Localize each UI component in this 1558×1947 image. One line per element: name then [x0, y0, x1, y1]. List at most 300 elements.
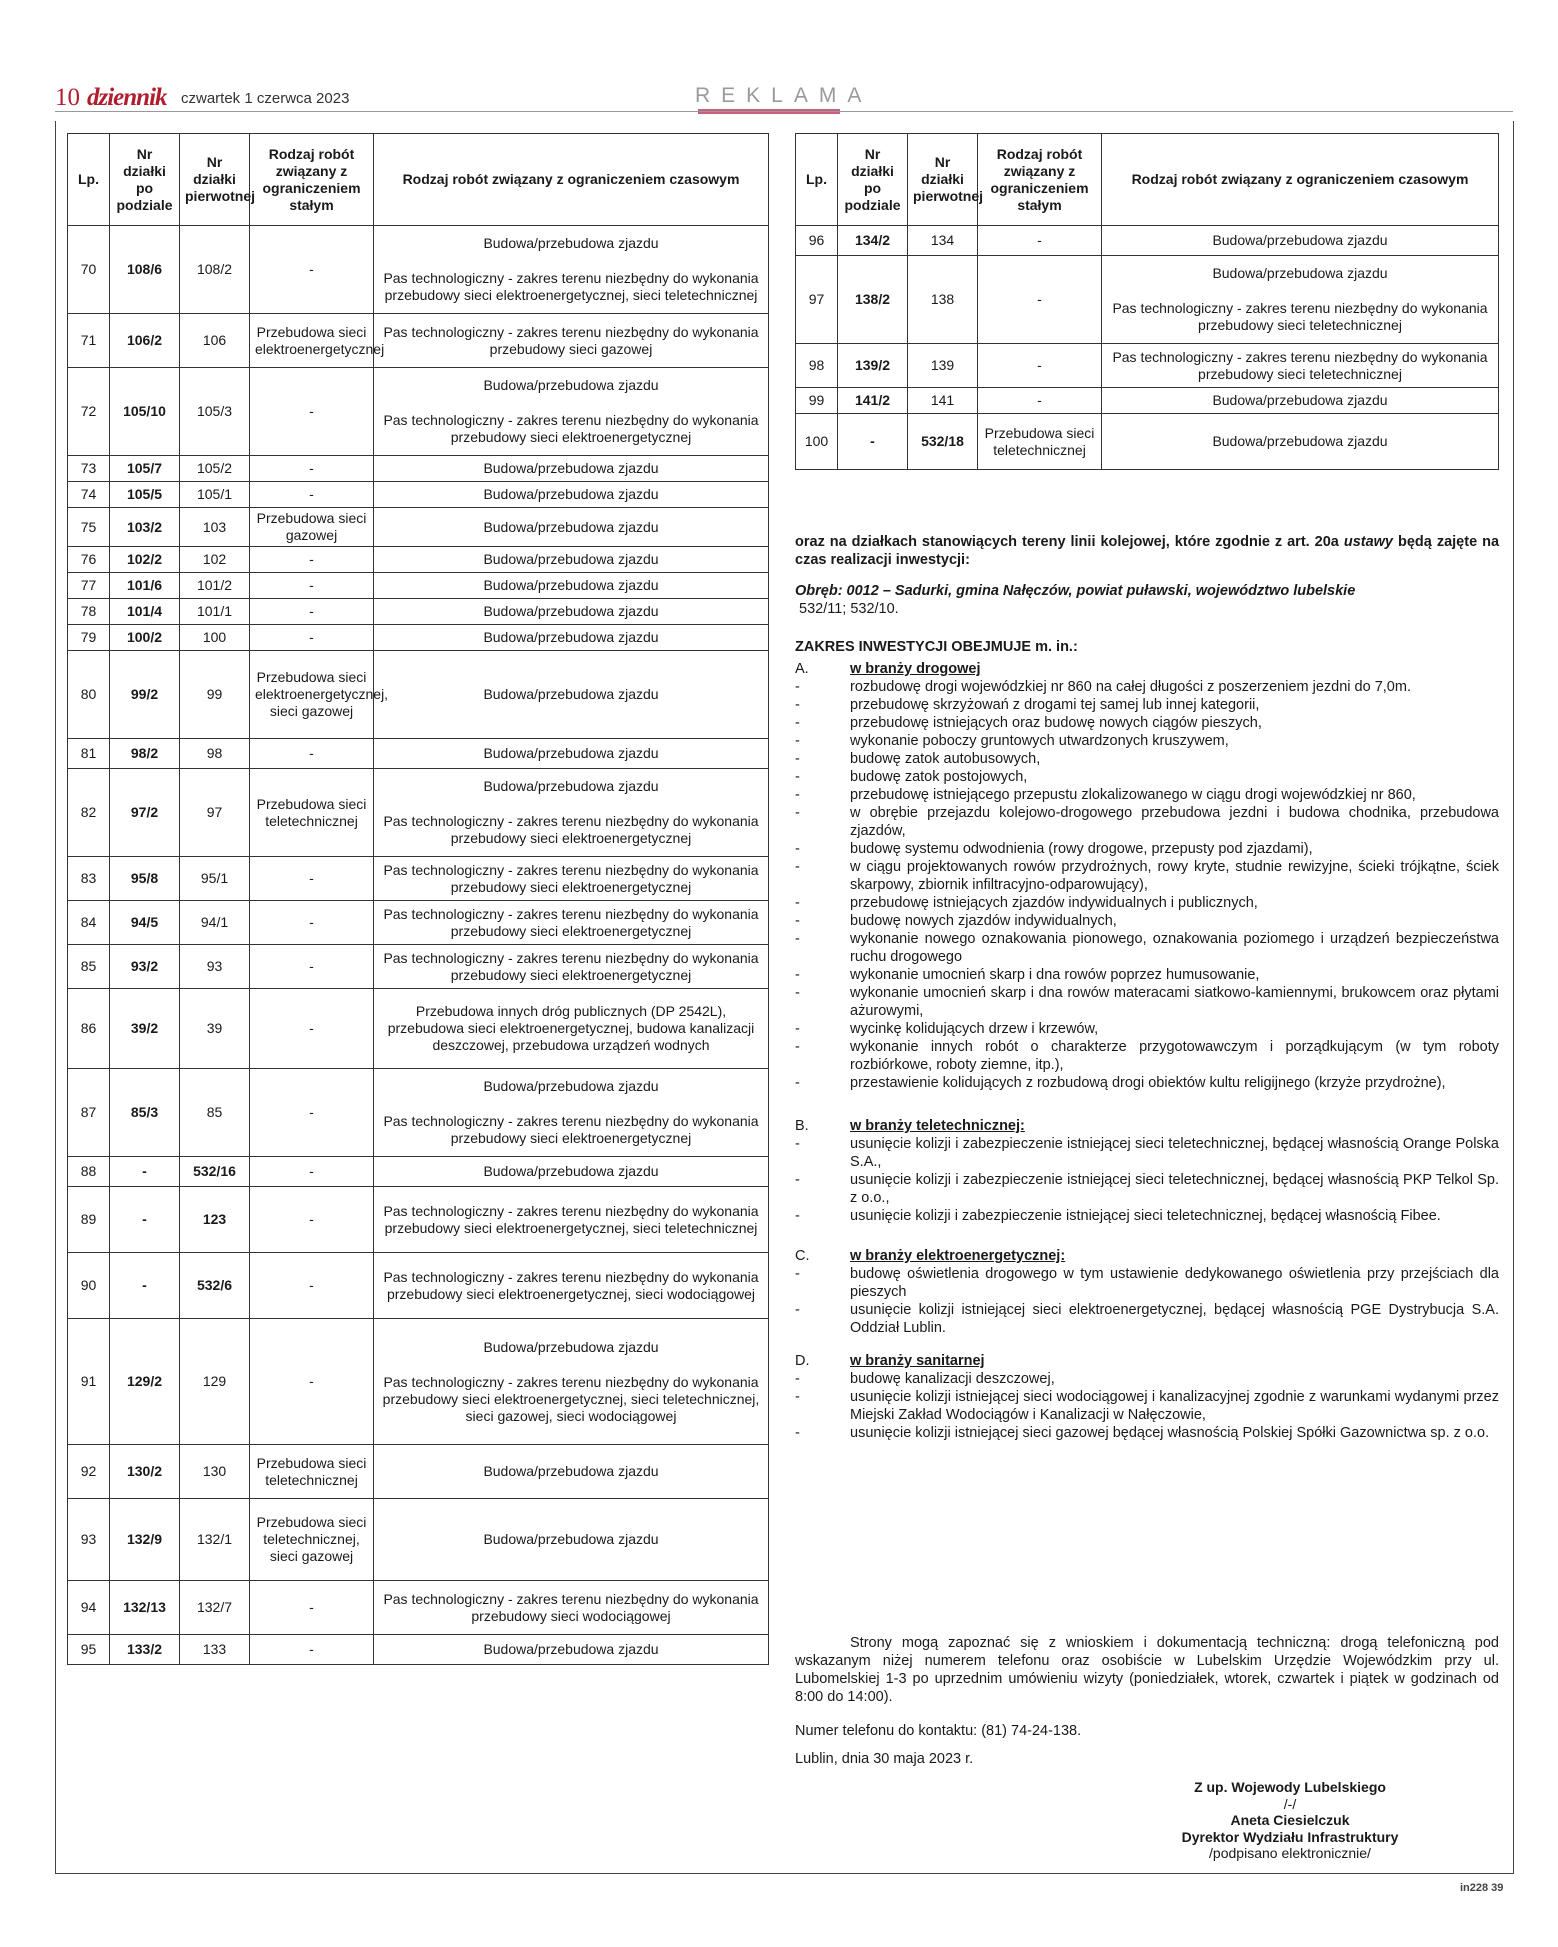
cell-ograniczenie-stale: - — [250, 226, 374, 314]
cell-lp: 97 — [796, 256, 838, 344]
cell-ograniczenie-stale: - — [250, 482, 374, 508]
cell-nr-po-podziale: - — [838, 414, 908, 470]
cell-ograniczenie-stale: - — [250, 1319, 374, 1445]
dash-bullet: - — [795, 679, 800, 695]
table-row — [68, 1445, 769, 1499]
cell-nr-po-podziale: 132/9 — [110, 1499, 180, 1581]
work-description: Pas technologiczny - zakres terenu niezbędny do wykonania przebudowy sieci elektroenergetycznej, sieci teletechnicznej — [383, 1202, 759, 1236]
cell-ograniczenie-stale: - — [250, 368, 374, 456]
cell-nr-pierwotnej: 132/1 — [180, 1499, 250, 1581]
cell-ograniczenie-czasowe — [374, 1319, 769, 1445]
list-item-text: wykonanie umocnień skarp i dna rowów materacami siatkowo-kamiennymi, brukowcem oraz płytami ażurowymi, — [850, 985, 1499, 1019]
section-letter: D. — [795, 1353, 810, 1369]
cell-ograniczenie-stale: - — [250, 547, 374, 573]
cell-ograniczenie-stale: - — [978, 344, 1102, 388]
cell-lp: 74 — [68, 482, 110, 508]
dash-bullet: - — [795, 913, 800, 929]
table-row — [68, 1499, 769, 1581]
cell-ograniczenie-stale: - — [250, 1157, 374, 1187]
cell-ograniczenie-stale: Przebudowa sieci elektroenergetycznej, sieci gazowej — [250, 651, 374, 739]
cell-ograniczenie-stale: - — [250, 599, 374, 625]
cell-nr-pierwotnej: 93 — [180, 945, 250, 989]
table-row — [68, 1319, 769, 1445]
cell-ograniczenie-czasowe — [374, 547, 769, 573]
cell-ograniczenie-czasowe — [374, 739, 769, 769]
cell-nr-pierwotnej: 141 — [908, 388, 978, 414]
list-item-text: wycinkę kolidujących drzew i krzewów, — [850, 1021, 1099, 1037]
cell-lp: 72 — [68, 368, 110, 456]
cell-nr-po-podziale: 98/2 — [110, 739, 180, 769]
section-letter: B. — [795, 1118, 809, 1134]
contact-phone: Numer telefonu do kontaktu: (81) 74-24-138. — [795, 1723, 1082, 1739]
cell-nr-pierwotnej: 94/1 — [180, 901, 250, 945]
dash-bullet: - — [795, 1172, 800, 1188]
list-item-text: usunięcie kolizji istniejącej sieci wodociągowej i kanalizacyjnej zgodnie z warunkami wydanymi przez Miejski Zakład Wodociągów i Kanalizacji w Nałęczowie, — [850, 1389, 1499, 1423]
list-item-text: usunięcie kolizji i zabezpieczenie istniejącej sieci teletechnicznej, będącej własnością Orange Polska S.A., — [850, 1136, 1499, 1170]
cell-ograniczenie-stale: - — [250, 1253, 374, 1319]
cell-ograniczenie-stale: - — [250, 857, 374, 901]
dash-bullet: - — [795, 1021, 800, 1037]
cell-lp: 75 — [68, 508, 110, 547]
cell-ograniczenie-czasowe — [1102, 226, 1499, 256]
cell-ograniczenie-stale: - — [978, 388, 1102, 414]
cell-lp: 95 — [68, 1635, 110, 1665]
cell-lp: 77 — [68, 573, 110, 599]
cell-lp: 93 — [68, 1499, 110, 1581]
cell-nr-pierwotnej: 103 — [180, 508, 250, 547]
dash-bullet: - — [795, 1039, 800, 1055]
intro-paragraph — [795, 533, 1499, 569]
work-description: Budowa/przebudowa zjazdu — [483, 518, 659, 535]
cell-nr-po-podziale: 134/2 — [838, 226, 908, 256]
work-description: Pas technologiczny - zakres terenu niezbędny do wykonania przebudowy sieci wodociągowej — [383, 1590, 759, 1624]
cell-ograniczenie-czasowe — [374, 989, 769, 1069]
cell-nr-po-podziale: 100/2 — [110, 625, 180, 651]
work-description: Budowa/przebudowa zjazdu — [483, 460, 659, 476]
cell-nr-po-podziale: 141/2 — [838, 388, 908, 414]
list-item-text: budowę zatok autobusowych, — [850, 751, 1041, 767]
table-row — [68, 599, 769, 625]
cell-ograniczenie-czasowe — [374, 226, 769, 314]
table-row — [68, 482, 769, 508]
section-title: w branży elektroenergetycznej: — [850, 1248, 1066, 1264]
work-description: Budowa/przebudowa zjazdu — [483, 745, 659, 761]
cell-nr-pierwotnej: 102 — [180, 547, 250, 573]
table-row — [68, 769, 769, 857]
cell-lp: 90 — [68, 1253, 110, 1319]
table-row — [68, 901, 769, 945]
cell-nr-pierwotnej: 133 — [180, 1635, 250, 1665]
work-description: Pas technologiczny - zakres terenu niezbędny do wykonania przebudowy sieci elektroenergetycznej — [383, 949, 759, 983]
cell-nr-po-podziale: 105/10 — [110, 368, 180, 456]
work-description: Budowa/przebudowa zjazdu — [483, 486, 659, 502]
cell-nr-pierwotnej: 100 — [180, 625, 250, 651]
cell-nr-pierwotnej: 98 — [180, 739, 250, 769]
obreb-parcels: 532/11; 532/10. — [799, 601, 899, 617]
cell-nr-po-podziale: - — [110, 1187, 180, 1253]
table-row — [796, 226, 1499, 256]
cell-nr-po-podziale: - — [110, 1253, 180, 1319]
signature-note: /podpisano elektronicznie/ — [1209, 1845, 1371, 1861]
dash-bullet: - — [795, 859, 800, 875]
table-row — [68, 456, 769, 482]
section-letter: A. — [795, 661, 809, 677]
info-paragraph: Strony mogą zapoznać się z wnioskiem i dokumentacją techniczną: drogą telefoniczną pod wskazanym niżej numerem telefonu oraz osobiście w Lubelskim Urzędzie Wojewódzkim przy ul. Lubomelskiej 1-3 po uprzednim umówieniu wizyty (poniedziałek, wtorek, czwartek i piątek w godzinach od 8:00 do 14:00). — [795, 1635, 1499, 1705]
cell-nr-pierwotnej: 138 — [908, 256, 978, 344]
cell-ograniczenie-stale: - — [250, 625, 374, 651]
list-item-text: przebudowę istniejących zjazdów indywidualnych i publicznych, — [850, 895, 1258, 911]
cell-nr-pierwotnej: 108/2 — [180, 226, 250, 314]
cell-lp: 94 — [68, 1581, 110, 1635]
list-item-text: budowę zatok postojowych, — [850, 769, 1028, 785]
col-nr-pierwotnej: Nr działki pierwotnej — [908, 134, 978, 226]
list-item-text: wykonanie innych robót o charakterze przygotowawczym i porządkującym (w tym roboty rozbiórkowe, roboty ziemne, itp.), — [850, 1039, 1499, 1073]
list-item-text: wykonanie umocnień skarp i dna rowów poprzez humusowanie, — [850, 967, 1260, 983]
work-description: Pas technologiczny - zakres terenu niezbędny do wykonania przebudowy sieci elektroenergetycznej, sieci teletechnicznej — [383, 270, 759, 303]
cell-lp: 89 — [68, 1187, 110, 1253]
cell-nr-pierwotnej: 39 — [180, 989, 250, 1069]
page-header — [55, 84, 1513, 112]
cell-ograniczenie-stale: Przebudowa sieci teletechnicznej — [250, 769, 374, 857]
work-description: Budowa/przebudowa zjazdu — [483, 577, 659, 593]
cell-lp: 81 — [68, 739, 110, 769]
zakres-title: ZAKRES INWESTYCJI OBEJMUJE m. in.: — [795, 639, 1078, 655]
cell-nr-pierwotnej: 132/7 — [180, 1581, 250, 1635]
cell-nr-pierwotnej: 99 — [180, 651, 250, 739]
table-row — [68, 739, 769, 769]
cell-ograniczenie-czasowe — [1102, 256, 1499, 344]
cell-nr-pierwotnej: 139 — [908, 344, 978, 388]
col-ograniczenie-stale: Rodzaj robót związany z ograniczeniem stałym — [250, 134, 374, 226]
work-description: Pas technologiczny - zakres terenu niezbędny do wykonania przebudowy sieci teletechnicznej — [1112, 300, 1488, 333]
list-item-text: usunięcie kolizji istniejącej sieci elektroenergetycznej, będącej własnością PGE Dystrybucja S.A. Oddział Lublin. — [850, 1302, 1499, 1336]
cell-ograniczenie-stale: - — [250, 456, 374, 482]
cell-ograniczenie-czasowe — [374, 599, 769, 625]
table-row — [68, 1253, 769, 1319]
col-nr-pierwotnej: Nr działki pierwotnej — [180, 134, 250, 226]
cell-lp: 71 — [68, 314, 110, 368]
cell-nr-pierwotnej: 123 — [180, 1187, 250, 1253]
cell-nr-po-podziale: 133/2 — [110, 1635, 180, 1665]
table-row — [68, 945, 769, 989]
cell-ograniczenie-czasowe — [1102, 388, 1499, 414]
table-row — [796, 388, 1499, 414]
section-letter: C. — [795, 1248, 810, 1264]
cell-nr-pierwotnej: 532/6 — [180, 1253, 250, 1319]
work-description: Budowa/przebudowa zjazdu — [483, 603, 659, 619]
cell-nr-po-podziale: 101/6 — [110, 573, 180, 599]
cell-lp: 87 — [68, 1069, 110, 1157]
work-description: Pas technologiczny - zakres terenu niezbędny do wykonania przebudowy sieci elektroenergetycznej, sieci wodociągowej — [383, 1268, 759, 1302]
intro-text-ustawy: ustawy — [1343, 534, 1394, 550]
table-row — [68, 1187, 769, 1253]
cell-nr-pierwotnej: 532/16 — [180, 1157, 250, 1187]
dash-bullet: - — [795, 967, 800, 983]
cell-lp: 82 — [68, 769, 110, 857]
dash-bullet: - — [795, 697, 800, 713]
cell-nr-po-podziale: 105/5 — [110, 482, 180, 508]
list-item-text: usunięcie kolizji istniejącej sieci gazowej będącej własnością Polskiej Spółki Gazownictwa sp. z o.o. — [850, 1425, 1490, 1441]
intro-text-b: będą — [1398, 534, 1432, 550]
list-item-text: w ciągu projektowanych rowów przydrożnych, rowy kryte, studnie rewizyjne, ścieki trójkątne, ściek skarpowy, zbiornik infiltracyjno-odparowujący), — [850, 859, 1499, 893]
cell-nr-po-podziale: 85/3 — [110, 1069, 180, 1157]
signature-mark: /-/ — [1283, 1796, 1297, 1812]
cell-ograniczenie-stale: - — [978, 226, 1102, 256]
cell-ograniczenie-czasowe — [1102, 344, 1499, 388]
table-row — [68, 573, 769, 599]
dash-bullet: - — [795, 895, 800, 911]
dash-bullet: - — [795, 1389, 800, 1405]
cell-ograniczenie-czasowe — [374, 1157, 769, 1187]
work-description: Budowa/przebudowa zjazdu — [1212, 392, 1388, 408]
cell-lp: 84 — [68, 901, 110, 945]
work-description: Pas technologiczny - zakres terenu niezbędny do wykonania przebudowy sieci elektroenergetycznej — [383, 813, 759, 846]
dash-bullet: - — [795, 733, 800, 749]
cell-lp: 70 — [68, 226, 110, 314]
cell-ograniczenie-czasowe — [374, 651, 769, 739]
cell-nr-pierwotnej: 101/1 — [180, 599, 250, 625]
cell-lp: 78 — [68, 599, 110, 625]
cell-ograniczenie-stale: - — [250, 1635, 374, 1665]
dash-bullet: - — [795, 1208, 800, 1224]
cell-lp: 100 — [796, 414, 838, 470]
cell-nr-po-podziale: 102/2 — [110, 547, 180, 573]
list-item-text: rozbudowę drogi wojewódzkiej nr 860 na całej długości z poszerzeniem jezdni do 7,0m. — [850, 679, 1411, 695]
issue-date: czwartek 1 czerwca 2023 — [181, 90, 350, 107]
work-description: Budowa/przebudowa zjazdu — [483, 629, 659, 645]
dash-bullet: - — [795, 769, 800, 785]
table-row — [796, 256, 1499, 344]
cell-ograniczenie-stale: Przebudowa sieci teletechnicznej — [978, 414, 1102, 470]
cell-ograniczenie-czasowe — [374, 857, 769, 901]
dash-bullet: - — [795, 1136, 800, 1152]
table-row — [68, 1157, 769, 1187]
list-item-text: budowę nowych zjazdów indywidualnych, — [850, 913, 1117, 929]
cell-ograniczenie-czasowe — [1102, 414, 1499, 470]
work-description: Budowa/przebudowa zjazdu — [483, 686, 659, 702]
cell-nr-pierwotnej: 106 — [180, 314, 250, 368]
section-label: REKLAMA — [695, 84, 873, 107]
cell-ograniczenie-czasowe — [374, 573, 769, 599]
cell-ograniczenie-czasowe — [374, 625, 769, 651]
cell-nr-po-podziale: 129/2 — [110, 1319, 180, 1445]
cell-lp: 98 — [796, 344, 838, 388]
work-description: Pas technologiczny - zakres terenu niezbędny do wykonania przebudowy sieci elektroenergetycznej — [383, 905, 759, 939]
cell-nr-pierwotnej: 85 — [180, 1069, 250, 1157]
table-row — [68, 368, 769, 456]
cell-ograniczenie-czasowe — [374, 945, 769, 989]
cell-lp: 73 — [68, 456, 110, 482]
work-description: Budowa/przebudowa zjazdu — [483, 377, 659, 393]
cell-nr-po-podziale: 132/13 — [110, 1581, 180, 1635]
list-item-text: przestawienie kolidujących z rozbudową drogi obiektów kultu religijnego (krzyże przydrożne), — [850, 1075, 1446, 1091]
dash-bullet: - — [795, 1425, 800, 1441]
cell-nr-po-podziale: 39/2 — [110, 989, 180, 1069]
cell-nr-pierwotnej: 97 — [180, 769, 250, 857]
cell-lp: 99 — [796, 388, 838, 414]
cell-lp: 76 — [68, 547, 110, 573]
cell-ograniczenie-czasowe — [374, 1187, 769, 1253]
cell-ograniczenie-czasowe — [374, 1253, 769, 1319]
cell-ograniczenie-czasowe — [374, 1069, 769, 1157]
cell-nr-pierwotnej: 105/2 — [180, 456, 250, 482]
cell-ograniczenie-stale: - — [250, 1581, 374, 1635]
list-item-text: usunięcie kolizji i zabezpieczenie istniejącej sieci teletechnicznej, będącej własnością Fibee. — [850, 1208, 1441, 1224]
cell-ograniczenie-czasowe — [374, 1581, 769, 1635]
cell-nr-po-podziale: 139/2 — [838, 344, 908, 388]
cell-nr-pierwotnej: 134 — [908, 226, 978, 256]
section-title: w branży teletechnicznej: — [850, 1118, 1025, 1134]
col-nr-po-podziale: Nr działki po podziale — [110, 134, 180, 226]
col-nr-po-podziale: Nr działki po podziale — [838, 134, 908, 226]
dash-bullet: - — [795, 1266, 800, 1282]
list-item-text: budowę systemu odwodnienia (rowy drogowe, przepusty pod zjazdami), — [850, 841, 1313, 857]
cell-nr-pierwotnej: 129 — [180, 1319, 250, 1445]
signature-authority: Z up. Wojewody Lubelskiego — [1194, 1779, 1386, 1795]
col-ograniczenie-czasowe: Rodzaj robót związany z ograniczeniem czasowym — [1102, 134, 1499, 226]
cell-lp: 92 — [68, 1445, 110, 1499]
cell-nr-po-podziale: 105/7 — [110, 456, 180, 482]
cell-ograniczenie-czasowe — [374, 482, 769, 508]
cell-nr-po-podziale: 103/2 — [110, 508, 180, 547]
work-description: Budowa/przebudowa zjazdu — [483, 235, 659, 251]
cell-nr-po-podziale: 106/2 — [110, 314, 180, 368]
table-row — [68, 1581, 769, 1635]
list-item-text: budowę oświetlenia drogowego w tym ustawienie dedykowanego oświetlenia przy przejściach dla pieszych — [850, 1266, 1499, 1300]
work-description: Budowa/przebudowa zjazdu — [483, 1078, 659, 1094]
parcel-table-left — [67, 133, 769, 1665]
section-title: w branży drogowej — [850, 661, 981, 677]
cell-ograniczenie-czasowe — [374, 508, 769, 547]
cell-lp: 85 — [68, 945, 110, 989]
work-description: Budowa/przebudowa zjazdu — [483, 1463, 659, 1479]
list-item-text: przebudowę istniejącego przepustu zlokalizowanego w ciągu drogi wojewódzkiej nr 860, — [850, 787, 1416, 803]
cell-ograniczenie-czasowe — [374, 1445, 769, 1499]
table-row — [68, 508, 769, 547]
place-date: Lublin, dnia 30 maja 2023 r. — [795, 1751, 974, 1767]
col-ograniczenie-stale: Rodzaj robót związany z ograniczeniem stałym — [978, 134, 1102, 226]
table-row — [68, 625, 769, 651]
dash-bullet: - — [795, 931, 800, 947]
cell-ograniczenie-czasowe — [374, 456, 769, 482]
work-description: Przebudowa innych dróg publicznych (DP 2542L), przebudowa sieci elektroenergetycznej, budowa kanalizacji deszczowej, przebudowa urządzeń wodnych — [387, 1003, 755, 1053]
cell-ograniczenie-stale: - — [250, 989, 374, 1069]
cell-ograniczenie-czasowe — [374, 901, 769, 945]
work-description: Budowa/przebudowa zjazdu — [483, 1531, 659, 1547]
cell-nr-po-podziale: 130/2 — [110, 1445, 180, 1499]
work-description: Budowa/przebudowa zjazdu — [483, 778, 659, 794]
list-item-text: budowę kanalizacji deszczowej, — [850, 1371, 1055, 1387]
cell-ograniczenie-stale: - — [250, 901, 374, 945]
page-number: 10 — [55, 84, 80, 111]
cell-ograniczenie-stale: Przebudowa sieci teletechnicznej, sieci gazowej — [250, 1499, 374, 1581]
list-item-text: usunięcie kolizji i zabezpieczenie istniejącej sieci teletechnicznej, będącej własnością PKP Telkol Sp. z o.o., — [850, 1172, 1499, 1206]
col-lp: Lp. — [796, 134, 838, 226]
table-row — [68, 314, 769, 368]
intro-text-c: zajęte na czas realizacji inwestycji: — [795, 534, 1500, 568]
work-description: Budowa/przebudowa zjazdu — [483, 1641, 659, 1657]
table-row — [68, 651, 769, 739]
col-lp: Lp. — [68, 134, 110, 226]
cell-nr-po-podziale: 93/2 — [110, 945, 180, 989]
cell-lp: 91 — [68, 1319, 110, 1445]
cell-nr-pierwotnej: 105/1 — [180, 482, 250, 508]
cell-ograniczenie-czasowe — [374, 1635, 769, 1665]
section-title: w branży sanitarnej — [850, 1353, 985, 1369]
obreb-line: Obręb: 0012 – Sadurki, gmina Nałęczów, powiat puławski, województwo lubelskie — [795, 583, 1356, 599]
cell-nr-pierwotnej: 130 — [180, 1445, 250, 1499]
table-row — [796, 414, 1499, 470]
cell-lp: 86 — [68, 989, 110, 1069]
cell-nr-po-podziale: 138/2 — [838, 256, 908, 344]
intro-text-a: oraz na działkach stanowiących tereny linii kolejowej, które zgodnie z art. 20a — [795, 534, 1339, 550]
work-description: Pas technologiczny - zakres terenu niezbędny do wykonania przebudowy sieci elektroenergetycznej — [383, 412, 759, 445]
cell-lp: 88 — [68, 1157, 110, 1187]
cell-lp: 80 — [68, 651, 110, 739]
cell-nr-pierwotnej: 95/1 — [180, 857, 250, 901]
list-item-text: wykonanie nowego oznakowania pionowego, oznakowania poziomego i urządzeń bezpieczeństwa ruchu drogowego — [850, 931, 1499, 965]
cell-nr-po-podziale: 108/6 — [110, 226, 180, 314]
cell-lp: 96 — [796, 226, 838, 256]
table-row — [68, 1635, 769, 1665]
table-row — [68, 226, 769, 314]
work-description: Pas technologiczny - zakres terenu niezbędny do wykonania przebudowy sieci elektroenergetycznej — [383, 861, 759, 895]
list-item-text: przebudowę istniejących oraz budowę nowych ciągów pieszych, — [850, 715, 1262, 731]
table-row — [796, 344, 1499, 388]
work-description: Budowa/przebudowa zjazdu — [1212, 232, 1388, 248]
list-item-text: w obrębie przejazdu kolejowo-drogowego przebudowa jezdni i budowa chodnika, przebudowa zjazdów, — [850, 805, 1499, 839]
cell-nr-po-podziale: 94/5 — [110, 901, 180, 945]
table-row — [68, 857, 769, 901]
work-description: Pas technologiczny - zakres terenu niezbędny do wykonania przebudowy sieci gazowej — [383, 323, 759, 357]
cell-ograniczenie-czasowe — [374, 769, 769, 857]
table-row — [68, 547, 769, 573]
work-description: Pas technologiczny - zakres terenu niezbędny do wykonania przebudowy sieci elektroenergetycznej — [383, 1113, 759, 1146]
cell-ograniczenie-stale: - — [250, 945, 374, 989]
cell-ograniczenie-czasowe — [374, 1499, 769, 1581]
cell-nr-pierwotnej: 101/2 — [180, 573, 250, 599]
col-ograniczenie-czasowe: Rodzaj robót związany z ograniczeniem czasowym — [374, 134, 769, 226]
signature-title: Dyrektor Wydziału Infrastruktury — [1181, 1829, 1399, 1845]
newspaper-logo: dziennik — [87, 84, 167, 111]
header-rule — [55, 111, 1513, 112]
work-description: Pas technologiczny - zakres terenu niezbędny do wykonania przebudowy sieci elektroenergetycznej, sieci teletechnicznej, sieci gazowej, sieci wodociągowej — [382, 1373, 760, 1424]
work-description: Budowa/przebudowa zjazdu — [1212, 265, 1388, 281]
work-description: Budowa/przebudowa zjazdu — [483, 551, 659, 567]
cell-nr-po-podziale: 99/2 — [110, 651, 180, 739]
cell-nr-po-podziale: - — [110, 1157, 180, 1187]
cell-ograniczenie-czasowe — [374, 314, 769, 368]
footer-code: in228 39 — [1460, 1882, 1504, 1894]
cell-lp: 79 — [68, 625, 110, 651]
work-description: Budowa/przebudowa zjazdu — [483, 1338, 659, 1355]
dash-bullet: - — [795, 805, 800, 821]
cell-ograniczenie-czasowe — [374, 368, 769, 456]
signature-name: Aneta Ciesielczuk — [1230, 1812, 1350, 1828]
list-item-text: wykonanie poboczy gruntowych utwardzonych kruszywem, — [850, 733, 1229, 749]
cell-ograniczenie-stale: - — [250, 1187, 374, 1253]
table-row — [68, 989, 769, 1069]
cell-nr-po-podziale: 97/2 — [110, 769, 180, 857]
dash-bullet: - — [795, 787, 800, 803]
work-description: Budowa/przebudowa zjazdu — [483, 1163, 659, 1179]
dash-bullet: - — [795, 1371, 800, 1387]
cell-nr-pierwotnej: 532/18 — [908, 414, 978, 470]
dash-bullet: - — [795, 1075, 800, 1091]
work-description: Budowa/przebudowa zjazdu — [1212, 433, 1388, 449]
dash-bullet: - — [795, 1302, 800, 1318]
cell-nr-pierwotnej: 105/3 — [180, 368, 250, 456]
